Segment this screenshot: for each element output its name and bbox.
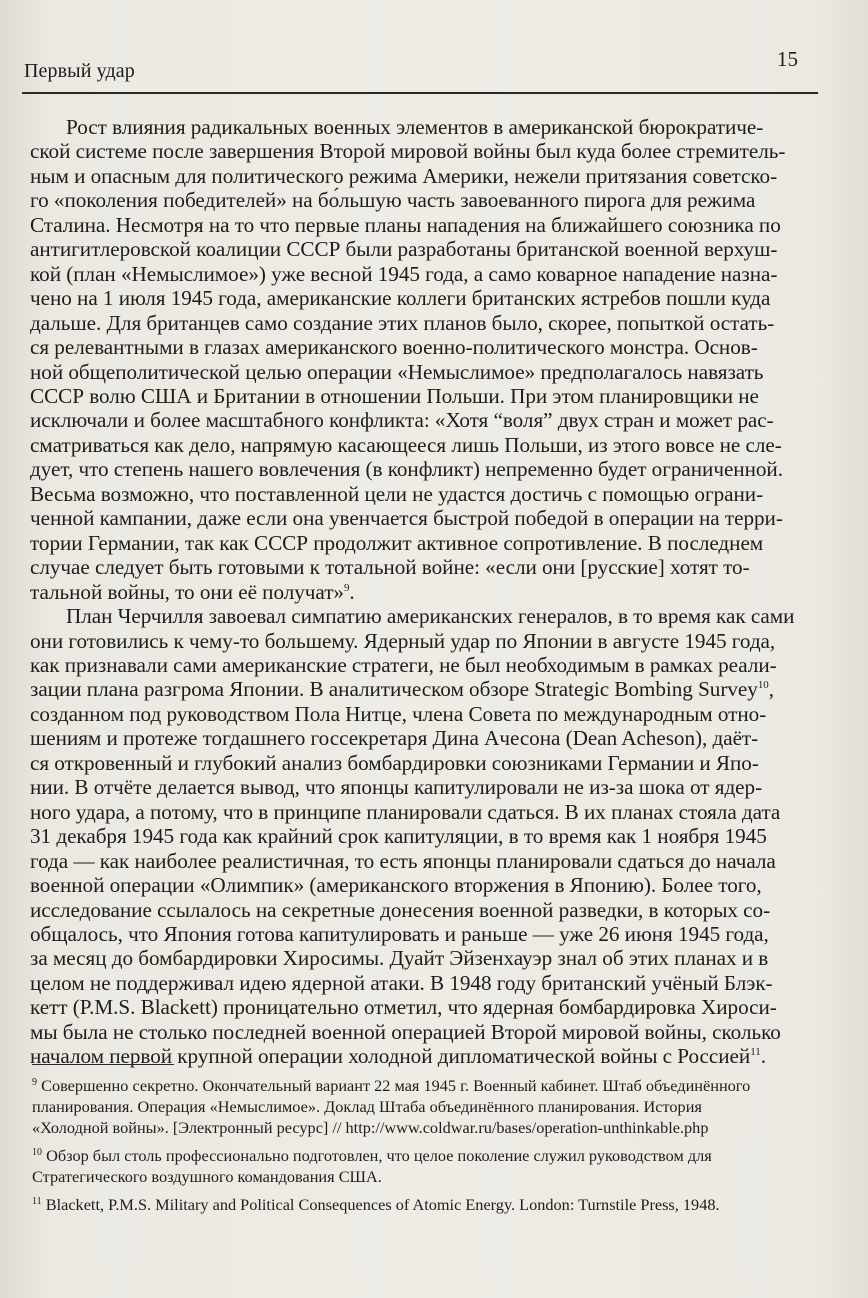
footnote-9-text: Совершенно секретно. Окончательный вариант 22 мая 1945 г. Военный кабинет. Штаб объединённого [41, 1076, 751, 1095]
paragraph-1-line: дальше. Для британцев само создание этих планов было, скорее, попыткой остать- [30, 310, 775, 335]
footnotes [32, 1075, 813, 1215]
paragraph-2-line: года — как наиболее реалистичная, то есть японцы планировали сдаться до начала [30, 848, 776, 873]
running-head: Первый удар [24, 60, 135, 82]
paragraph-1-line: случае следует быть готовыми к тотальной войне: «если они [русские] хотят то- [30, 555, 750, 580]
paragraph-1-line: го «поколения победителей» на бо́льшую часть завоеванного пирога для режима [30, 188, 756, 213]
paragraph-2-line: 31 декабря 1945 года как крайний срок капитуляции, в то время как 1 ноября 1945 [30, 824, 767, 849]
paragraph-1-line: ченной кампании, даже если она увенчается быстрой победой в операции на терри- [30, 506, 783, 531]
paragraph-1-line: Весьма возможно, что поставленной цели не удастся достичь с помощью ограни- [30, 481, 764, 506]
footnote-9-line [32, 1075, 813, 1096]
footnote-10-text: Обзор был столь профессионально подготовлен, что целое поколение служил руководством для [46, 1146, 712, 1165]
header-rule [22, 92, 818, 94]
paragraph-1-line: ной общеполитической целью операции «Немыслимое» предполагалось навязать [30, 359, 764, 384]
footnote-10-line: Стратегического воздушного командования США. [32, 1167, 382, 1186]
paragraph-1-line: Сталина. Несмотря на то что первые планы нападения на ближайшего союзника по [30, 212, 781, 237]
paragraph-1-last-text: тальной войны, то они её получат» [30, 579, 344, 604]
paragraph-1-line: дует, что степень нашего вовлечения (в конфликт) непременно будет ограниченной. [30, 457, 783, 482]
footnote-9-line: планирования. Операция «Немыслимое». Доклад Штаба объединённого планирования. История [32, 1097, 702, 1116]
paragraph-2-last-text: началом первой крупной операции холодной дипломатической войны с Россией [30, 1044, 751, 1069]
footnote-ref-11[interactable]: 11 [750, 1046, 761, 1059]
paragraph-2-line: целом не поддерживал идею ядерной атаки. В 1948 году британский учёный Блэк- [30, 970, 773, 995]
paragraph-1-line: антигитлеровской коалиции СССР были разработаны британской военной верхуш- [30, 237, 778, 262]
footnote-9-line: «Холодной войны». [Электронный ресурс] // http://www.coldwar.ru/bases/operation-unthinkable.php [32, 1118, 709, 1137]
footnote-11-mark: 11 [32, 1196, 42, 1207]
footnote-ref-9[interactable]: 9 [343, 581, 350, 594]
paragraph-2-line: кетт (P.M.S. Blackett) проницательно отметил, что ядерная бомбардировка Хироси- [30, 995, 777, 1020]
footnote-10-line [32, 1145, 813, 1166]
paragraph-1-line: сматриваться как дело, напрямую касающееся лишь Польши, из этого вовсе не сле- [30, 432, 782, 457]
paragraph-1-line: кой (план «Немыслимое») уже весной 1945 года, а само коварное нападение назна- [30, 261, 778, 286]
paragraph-2-line: они готовились к чему-то большему. Ядерный удар по Японии в августе 1945 года, [30, 628, 776, 653]
paragraph-2-line: мы была не столько последней военной операцией Второй мировой войны, сколько [30, 1019, 781, 1044]
paragraph-2-line: исследование ссылалось на секретные донесения военной разведки, в которых со- [30, 897, 771, 922]
footnote-rule [32, 1064, 174, 1065]
paragraph-2-line: План Черчилля завоевал симпатию американских генералов, в то время как сами [66, 604, 795, 629]
paragraph-2-line: началом первой крупной операции холодной дипломатической войны с Россией$^{11}$. [30, 1044, 766, 1069]
paragraph-2-line: шениям и протеже тогдашнего госсекретаря Дина Ачесона (Dean Acheson), даёт- [30, 726, 759, 751]
paragraph-1-line: чено на 1 июля 1945 года, американские коллеги британских ястребов пошли куда [30, 286, 771, 311]
paragraph-1-line: ным и опасным для политического режима Америки, нежели притязания советско- [30, 163, 778, 188]
footnote-10-mark: 10 [32, 1147, 42, 1158]
body-text [30, 115, 820, 1069]
paragraph-2-line: созданном под руководством Пола Нитце, члена Совета по международным отно- [30, 701, 767, 726]
paragraph-2-line: нии. В отчёте делается вывод, что японцы капитулировали не из-за шока от ядер- [30, 775, 763, 800]
paragraph-1-line: Рост влияния радикальных военных элементов в американской бюрократиче- [66, 115, 764, 139]
paragraph-1-line: исключали и более масштабного конфликта: «Хотя “воля” двух стран и может рас- [30, 408, 774, 433]
paragraph-2-line: за месяц до бомбардировки Хиросимы. Дуайт Эйзенхауэр знал об этих планах и в [30, 946, 769, 971]
paragraph-1-line: тальной войны, то они её получат»$^9$. [30, 579, 355, 604]
paragraph-2-line: военной операции «Олимпик» (американского вторжения в Японию). Более того, [30, 873, 762, 898]
paragraph-1-line: ся релевантными в глазах американского военно-политического монстра. Основ- [30, 335, 758, 360]
footnote-11-text: Blackett, P.M.S. Military and Political Consequences of Atomic Energy. London: Turnstile Press, 1948. [45, 1195, 720, 1214]
footnote-ref-10[interactable]: 10 [757, 679, 769, 692]
paragraph-2-line: общалось, что Япония готова капитулировать и раньше — уже 26 июня 1945 года, [30, 921, 769, 946]
paragraph-1-line: ской системе после завершения Второй мировой войны был куда более стремитель- [30, 139, 786, 164]
paragraph-2-line: как признавали сами американские стратеги, не был необходимым в рамках реали- [30, 652, 777, 677]
paragraph-2-line: ного удара, а потому, что в принципе планировали сдаться. В их планах стояла дата [30, 799, 781, 824]
footnote-9-mark: 9 [32, 1077, 37, 1088]
page-number: 15 [777, 47, 798, 71]
paragraph-1-line: тории Германии, так как СССР продолжит активное сопротивление. В последнем [30, 530, 764, 555]
paragraph-1-line: СССР волю США и Британии в отношении Польши. При этом планировщики не [30, 383, 759, 408]
paragraph-2-line: зации плана разгрома Японии. В аналитическом обзоре Strategic Bombing Survey$^{10}$, [30, 677, 774, 702]
paragraph-2-line: ся откровенный и глубокий анализ бомбардировки союзниками Германии и Япо- [30, 750, 759, 775]
footnote-11-line [32, 1194, 813, 1215]
paragraph-2-text: зации плана разгрома Японии. В аналитическом обзоре Strategic Bombing Survey [30, 677, 758, 702]
